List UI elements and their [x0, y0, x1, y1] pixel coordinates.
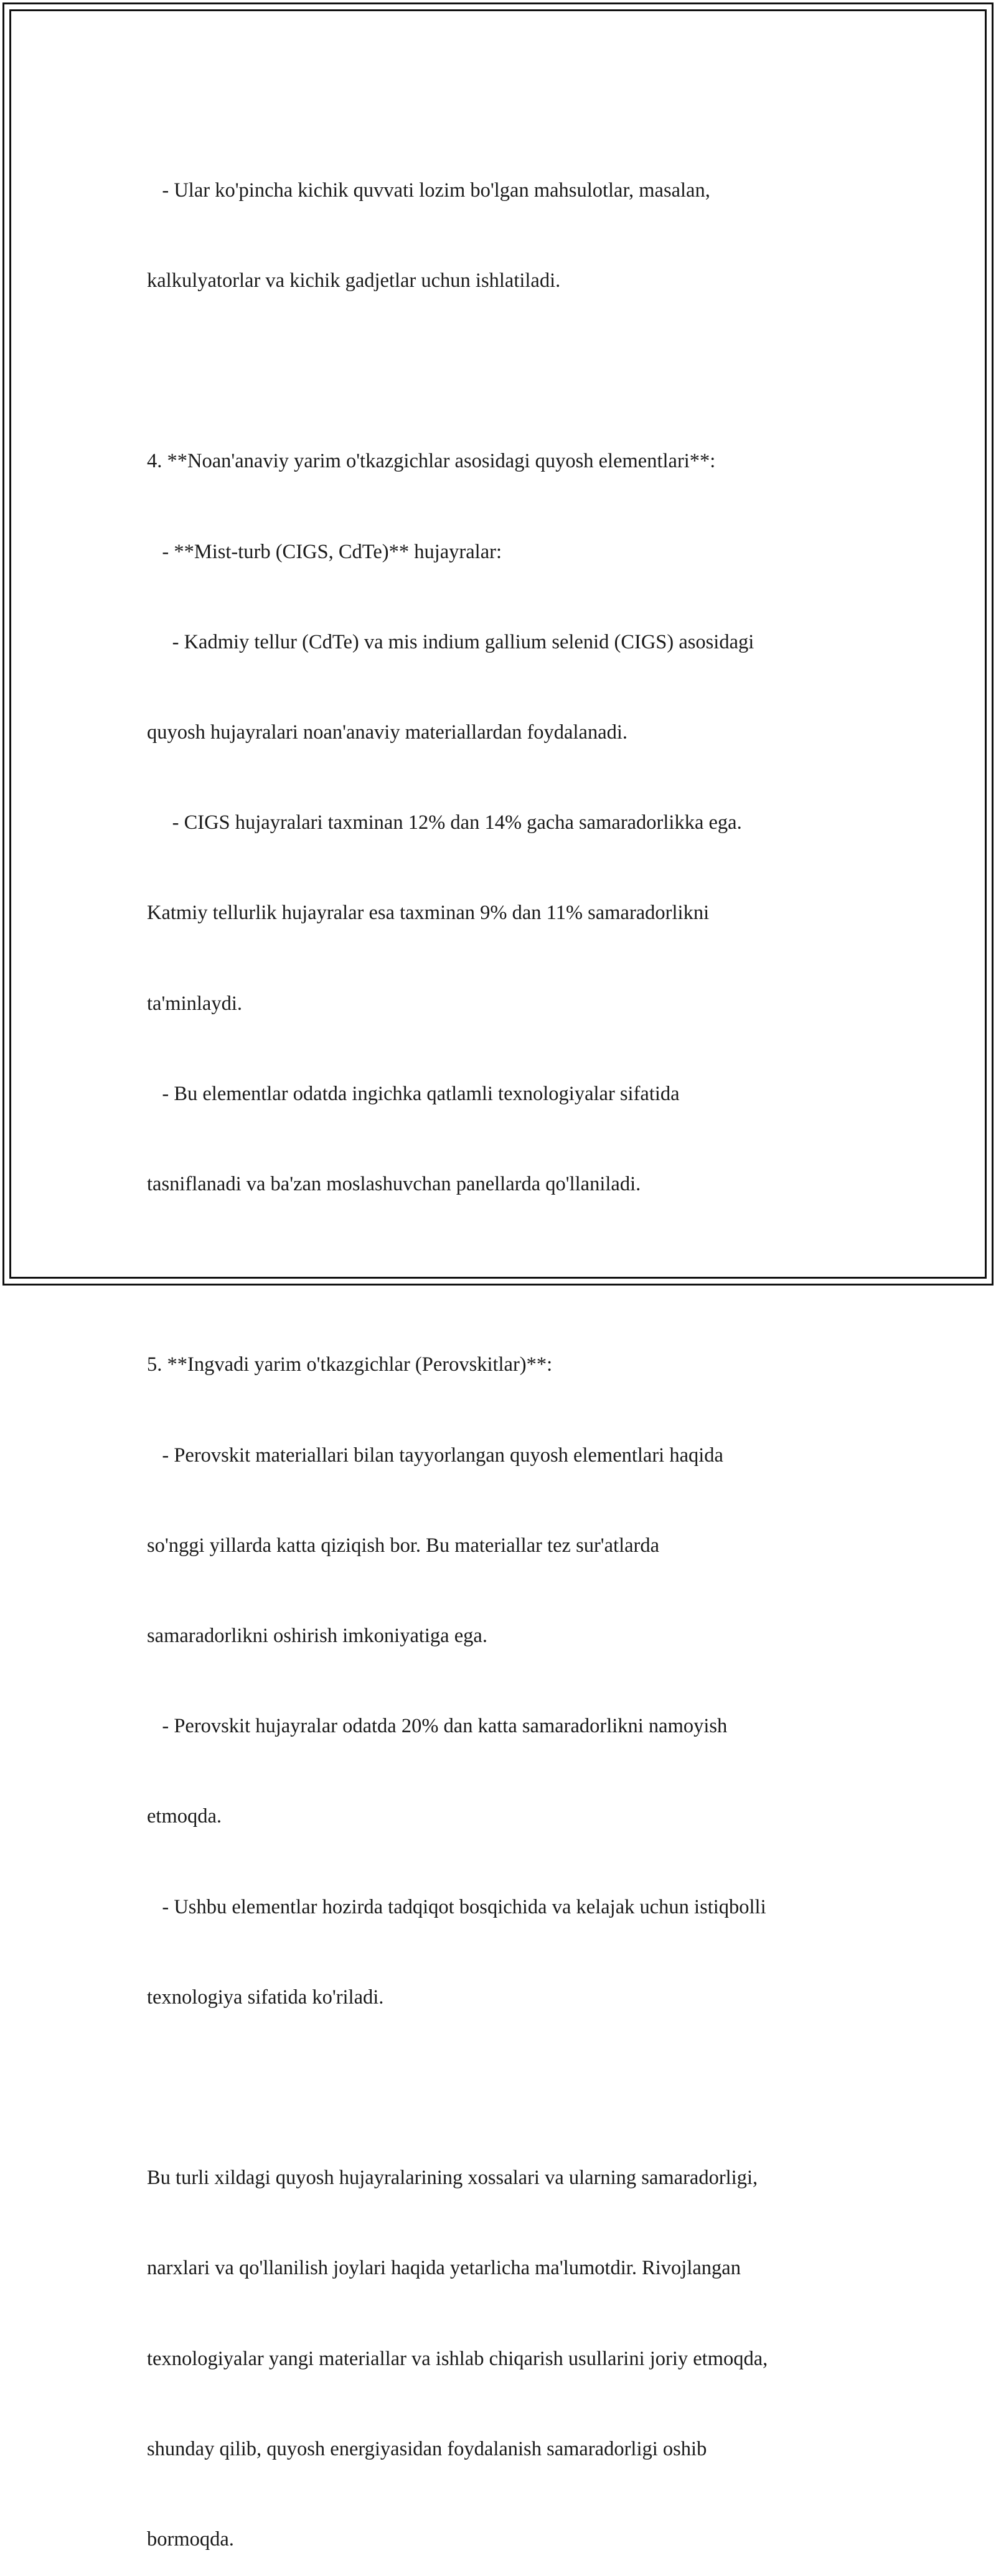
text-line: - Ushbu elementlar hozirda tadqiqot bosqichida va kelajak uchun istiqbolli [147, 1895, 766, 1918]
text-line: - Perovskit hujayralar odatda 20% dan katta samaradorlikni namoyish [147, 1715, 728, 1738]
text-line: kalkulyatorlar va kichik gadjetlar uchun ishlatiladi. [147, 269, 561, 292]
conclusion-line: Bu turli xildagi quyosh hujayralarining xossalari va ularning samaradorligi, [147, 2167, 758, 2190]
blank-line [147, 2073, 869, 2102]
text-line: etmoqda. [147, 1805, 222, 1828]
text-line: - **Mist-turb (CIGS, CdTe)** hujayralar: [147, 540, 502, 563]
section-heading-5: 5. **Ingvadi yarim o'tkazgichlar (Perovskitlar)**: [147, 1353, 553, 1376]
text-line: quyosh hujayralari noan'anaviy materiallardan foydalanadi. [147, 721, 628, 744]
conclusion-line: shunday qilib, quyosh energiyasidan foydalanish samaradorligi oshib [147, 2437, 707, 2460]
blank-line [147, 356, 869, 386]
text-line: - Perovskit materiallari bilan tayyorlangan quyosh elementlari haqida [147, 1444, 723, 1467]
text-line: samaradorlikni oshirish imkoniyatiga ega. [147, 1625, 487, 1648]
text-line: tasniflanadi va ba'zan moslashuvchan panellarda qo'llaniladi. [147, 1173, 641, 1196]
text-line: texnologiya sifatida ko'riladi. [147, 1986, 384, 2009]
conclusion-line: texnologiyalar yangi materiallar va ishlab chiqarish usullarini joriy etmoqda, [147, 2347, 768, 2370]
text-line: so'nggi yillarda katta qiziqish bor. Bu materiallar tez sur'atlarda [147, 1534, 660, 1557]
conclusion-line: bormoqda. [147, 2528, 234, 2551]
document-body [147, 115, 869, 2576]
text-line: ta'minlaydi. [147, 992, 242, 1015]
text-line: Katmiy tellurlik hujayralar esa taxminan 9% dan 11% samaradorlikni [147, 902, 710, 925]
section-heading-4: 4. **Noan'anaviy yarim o'tkazgichlar asosidagi quyosh elementlari**: [147, 450, 716, 473]
blank-line [147, 1259, 869, 1289]
text-line: - Bu elementlar odatda ingichka qatlamli texnologiyalar sifatida [147, 1082, 680, 1105]
conclusion-line: narxlari va qo'llanilish joylari haqida yetarlicha ma'lumotdir. Rivojlangan [147, 2257, 741, 2280]
text-line: - Ular ko'pincha kichik quvvati lozim bo'lgan mahsulotlar, masalan, [147, 179, 710, 202]
text-line: - Kadmiy tellur (CdTe) va mis indium gallium selenid (CIGS) asosidagi [147, 630, 754, 653]
text-line: - CIGS hujayralari taxminan 12% dan 14% gacha samaradorlikka ega. [147, 811, 742, 834]
